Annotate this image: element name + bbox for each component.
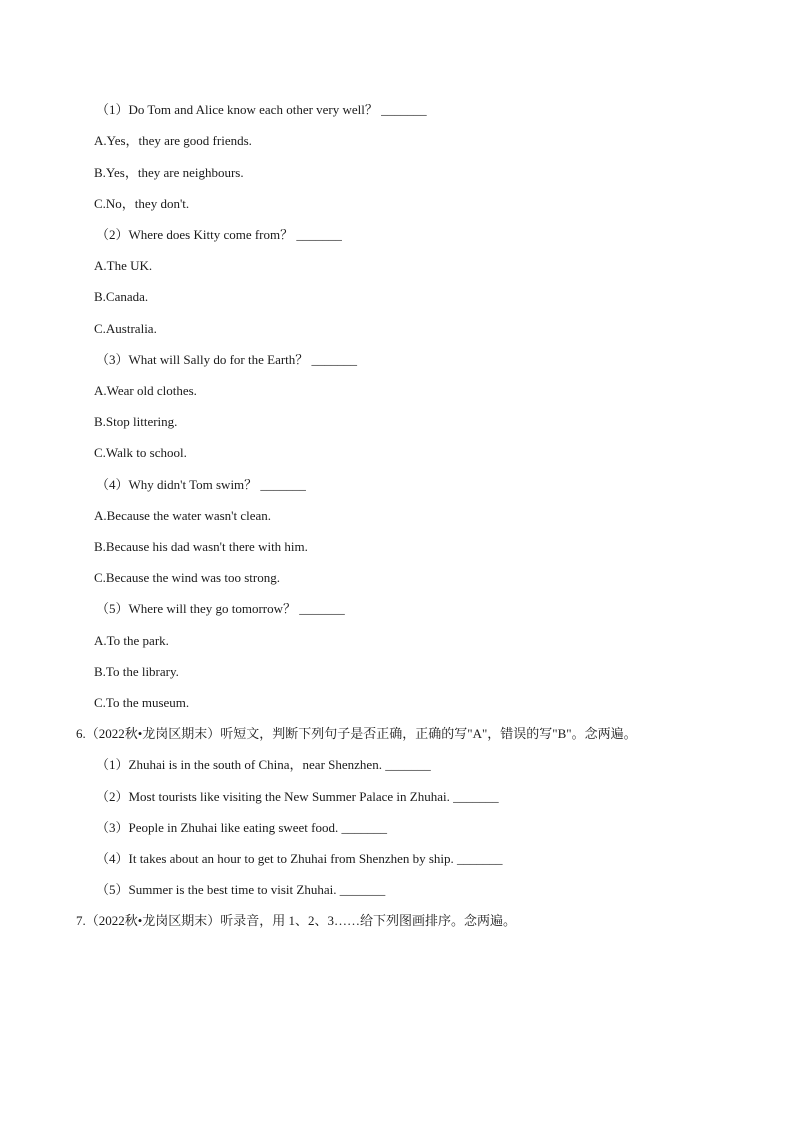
- question-2-option-a: A.The UK.: [94, 258, 153, 273]
- section-6-item-3: （3）People in Zhuhai like eating sweet food. _______: [96, 820, 388, 835]
- section-6-item-2: （2）Most tourists like visiting the New Summer Palace in Zhuhai. _______: [96, 789, 499, 804]
- question-4-option-c: C.Because the wind was too strong.: [94, 570, 280, 585]
- question-3-option-c: C.Walk to school.: [94, 445, 187, 460]
- question-5-option-a: A.To the park.: [94, 633, 169, 648]
- question-3-option-a: A.Wear old clothes.: [94, 383, 197, 398]
- section-7-heading: 7.（2022秋•龙岗区期末）听录音，用 1、2、3……给下列图画排序。念两遍。: [76, 913, 517, 928]
- question-3: （3）What will Sally do for the Earth？ _______: [96, 352, 358, 367]
- section-6-item-4: （4）It takes about an hour to get to Zhuhai from Shenzhen by ship. _______: [96, 851, 503, 866]
- section-6-heading: 6.（2022秋•龙岗区期末）听短文，判断下列句子是否正确，正确的写"A"，错误的写"B"。念两遍。: [76, 726, 637, 741]
- question-5-option-c: C.To the museum.: [94, 695, 190, 710]
- question-1-option-b: B.Yes，they are neighbours.: [94, 165, 244, 180]
- question-2-option-c: C.Australia.: [94, 321, 157, 336]
- question-1: （1）Do Tom and Alice know each other very well？ _______: [96, 102, 427, 117]
- question-2: （2）Where does Kitty come from？ _______: [96, 227, 342, 242]
- section-6-item-1: （1）Zhuhai is in the south of China，near Shenzhen. _______: [96, 757, 431, 772]
- question-5: （5）Where will they go tomorrow？ _______: [96, 601, 345, 616]
- question-5-option-b: B.To the library.: [94, 664, 179, 679]
- question-1-option-c: C.No，they don't.: [94, 196, 190, 211]
- question-4-option-a: A.Because the water wasn't clean.: [94, 508, 272, 523]
- question-4: （4）Why didn't Tom swim？ _______: [96, 477, 306, 492]
- section-6-item-5: （5）Summer is the best time to visit Zhuhai. _______: [96, 882, 386, 897]
- question-4-option-b: B.Because his dad wasn't there with him.: [94, 539, 308, 554]
- question-1-option-a: A.Yes，they are good friends.: [94, 133, 252, 148]
- question-2-option-b: B.Canada.: [94, 289, 149, 304]
- question-3-option-b: B.Stop littering.: [94, 414, 178, 429]
